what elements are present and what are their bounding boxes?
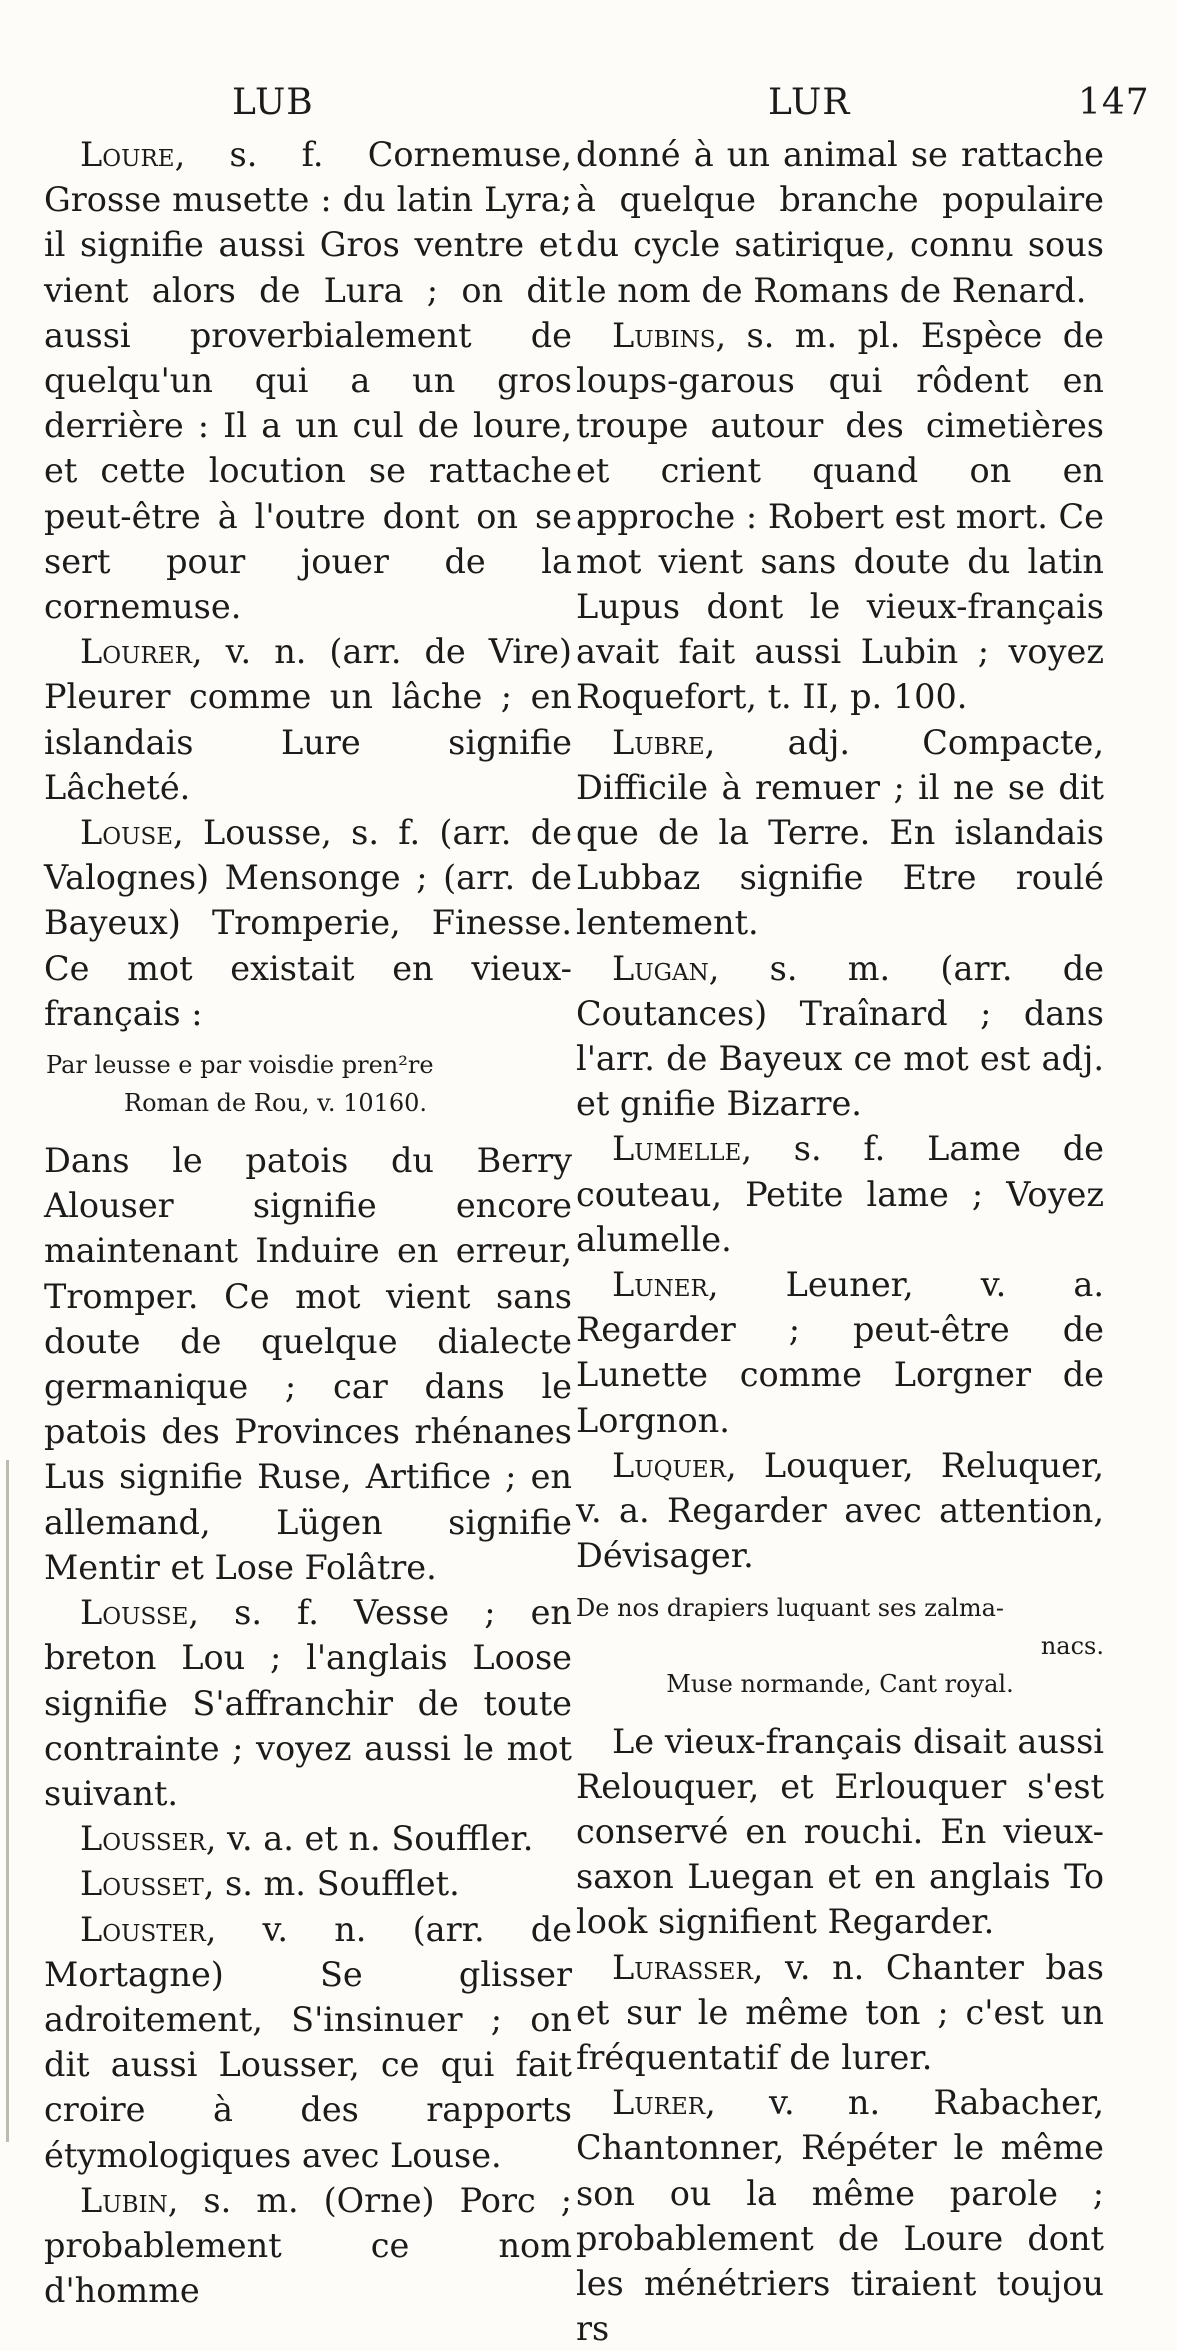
quote-line: Par leusse e par voisdie pren²re bbox=[46, 1051, 434, 1080]
entry-louster bbox=[44, 1907, 572, 2178]
entry-text: , Louquer, Reluquer, v. a. Regarder avec attention, Dévisager. bbox=[576, 1445, 1104, 1576]
quote-source: Muse normande, Cant royal. bbox=[666, 1669, 1014, 1698]
entry-lubins bbox=[576, 313, 1104, 720]
headword: Lurer bbox=[612, 2083, 706, 2123]
entry-lurer bbox=[576, 2080, 1104, 2351]
entry-lugan bbox=[576, 946, 1104, 1127]
entry-text: , s. m. Soufflet. bbox=[203, 1864, 460, 1904]
headword: Lubre bbox=[612, 722, 705, 762]
entry-text: , v. a. et n. Souffler. bbox=[205, 1819, 534, 1859]
quote-source: Roman de Rou, v. 10160. bbox=[124, 1089, 428, 1118]
entry-text: , Leuner, v. a. Regarder ; peut-être de Lunette comme Lorgner de Lorgnon. bbox=[576, 1265, 1104, 1440]
entry-text: , s. m. (Orne) Porc ; probablement ce nom d'homme bbox=[44, 2180, 572, 2311]
headword: Lousset bbox=[80, 1864, 204, 1904]
entry-text: , v. n. (arr. de Vire) Pleurer comme un lâche ; en islandais Lure signifie Lâcheté. bbox=[44, 632, 572, 807]
entry-lousse bbox=[44, 1590, 572, 1816]
entry-luquer bbox=[576, 1443, 1104, 1579]
paragraph-berry: Dans le patois du Berry Alouser signifie encore maintenant Induire en erreur, Tromper. Ce mot vient sans doute de quelque dialecte germanique ; car dans le patois des Provinces rhénanes Lus signifie Ruse, Artifice ; en allemand, Lügen signifie Mentir et Lose Folâtre. bbox=[44, 1141, 572, 1587]
left-column bbox=[44, 132, 572, 2313]
entry-lousser bbox=[44, 1816, 572, 1861]
entry-text: , s. f. Lame de couteau, Petite lame ; Voyez alumelle. bbox=[576, 1129, 1104, 1259]
quote-line-end: nacs. bbox=[1040, 1631, 1104, 1660]
entry-lousset bbox=[44, 1861, 572, 1906]
entry-louse bbox=[44, 810, 572, 1036]
headword: Lousse bbox=[80, 1593, 189, 1633]
quotation-muse-normande bbox=[576, 1589, 1104, 1703]
headword: Louster bbox=[80, 1909, 206, 1949]
paragraph-relouquer: Le vieux-français disait aussi Relouquer, et Erlouquer s'est conservé en rouchi. En vieux-saxon Luegan et en anglais To look signifient Regarder. bbox=[576, 1721, 1104, 1942]
entry-lubin bbox=[44, 2178, 572, 2314]
entry-lurasser bbox=[576, 1945, 1104, 2081]
paragraph-continued: donné à un animal se rattache à quelque branche populaire du cycle satirique, connu sous le nom de Romans de Renard. bbox=[576, 135, 1104, 310]
headword: Lumelle bbox=[612, 1129, 742, 1169]
headword: Lousser bbox=[80, 1819, 206, 1859]
headword: Louse bbox=[80, 813, 174, 853]
entry-text: , v. n. Rabacher, Chantonner, Répéter le même son ou la même parole ; probablement de Loure dont les ménétriers tiraient toujou rs bbox=[576, 2083, 1104, 2349]
headword: Lourer bbox=[80, 632, 192, 672]
headword: Lubins bbox=[612, 315, 716, 355]
headword: Luquer bbox=[612, 1445, 726, 1485]
headword: Luner bbox=[612, 1265, 708, 1305]
entry-luner bbox=[576, 1262, 1104, 1443]
quotation-roman-de-rou bbox=[44, 1046, 572, 1122]
headword: Lurasser bbox=[612, 1947, 753, 1987]
entry-text: , v. n. Chanter bas et sur le même ton ; c'est un fréquentatif de lurer. bbox=[576, 1947, 1104, 2077]
entry-lumelle bbox=[576, 1126, 1104, 1262]
entry-text: , adj. Compacte, Difficile à remuer ; il ne se dit que de la Terre. En islandais Lubbaz signifie Etre roulé lentement. bbox=[576, 722, 1104, 943]
entry-text: , s. f. Cornemuse, Grosse musette : du latin Lyra; il signifie aussi Gros ventre et vient alors de Lura ; on dit aussi proverbialement de quelqu'un qui a un gros derrière : Il a un cul de loure, et cette locution se rattache peut-être à l'outre dont on se sert pour jouer de la cornemuse. bbox=[44, 135, 572, 627]
entry-loure bbox=[44, 132, 572, 629]
entry-lourer bbox=[44, 629, 572, 810]
entry-text: , s. m. (arr. de Coutances) Traînard ; dans l'arr. de Bayeux ce mot est adj. et gnifie Bizarre. bbox=[576, 948, 1104, 1124]
entry-text: , v. n. (arr. de Mortagne) Se glisser adroitement, S'insinuer ; on dit aussi Lousser, ce qui fait croire à des rapports étymologiques avec Louse. bbox=[44, 1909, 572, 2175]
headword: Loure bbox=[80, 135, 175, 174]
entry-text: , s. f. Vesse ; en breton Lou ; l'anglais Loose signifie S'affranchir de toute contrainte ; voyez aussi le mot suivant. bbox=[44, 1593, 572, 1813]
right-column bbox=[576, 132, 1104, 2351]
entry-text: , s. m. pl. Espèce de loups-garous qui rôdent en troupe autour des cimetières et crient quand on en approche : Robert est mort. Ce mot vient sans doute du latin Lupus dont le vieux-français avait fait aussi Lubin ; voyez Roquefort, t. II, p. 100. bbox=[576, 315, 1104, 717]
running-head-left: LUB bbox=[232, 82, 314, 123]
quote-line: De nos drapiers luquant ses zalma- bbox=[576, 1593, 1004, 1622]
entry-text: , Lousse, s. f. (arr. de Valognes) Mensonge ; (arr. de Bayeux) Tromperie, Finesse. Ce mot existait en vieux-français : bbox=[44, 813, 572, 1033]
page-number: 147 bbox=[1078, 82, 1150, 123]
running-head-right: LUR bbox=[768, 82, 851, 123]
margin-rule bbox=[6, 1460, 9, 2142]
headword: Lubin bbox=[80, 2180, 168, 2220]
entry-lubre bbox=[576, 720, 1104, 946]
headword: Lugan bbox=[612, 948, 709, 988]
